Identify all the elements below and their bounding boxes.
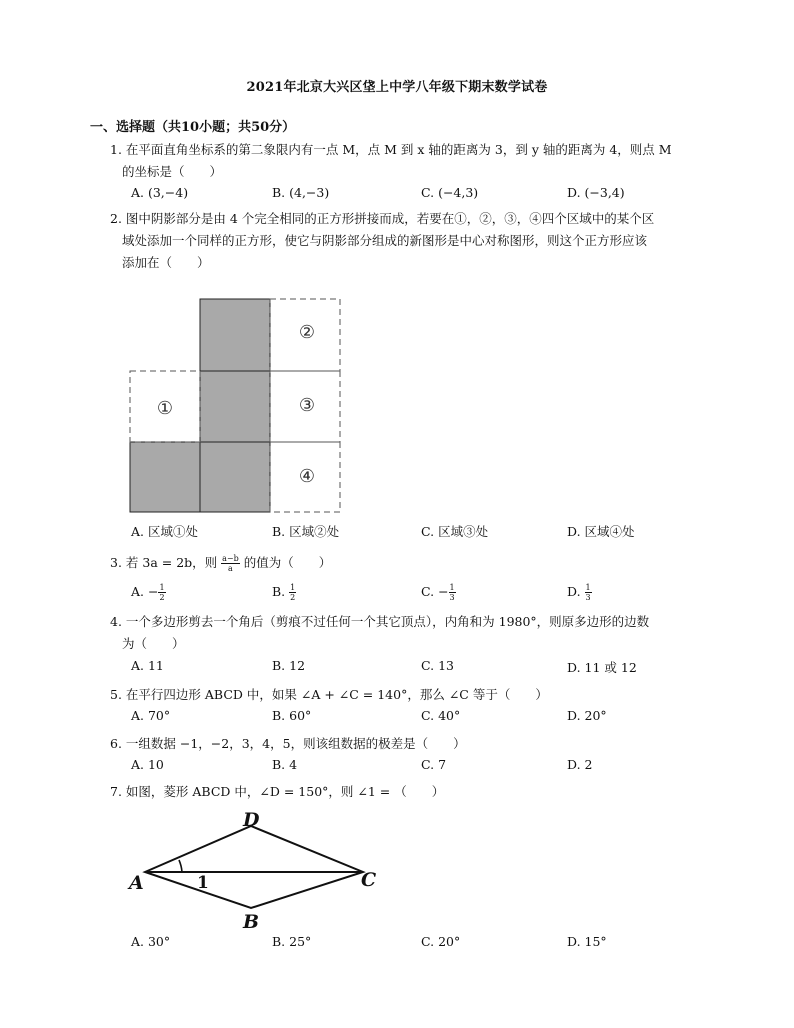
option-c[interactable] — [421, 583, 456, 602]
option-c[interactable]: C. 20° — [421, 934, 461, 949]
fraction-numerator: a−b — [222, 554, 239, 563]
option-c[interactable]: C. 7 — [421, 757, 447, 772]
question-6 — [110, 733, 710, 755]
question-5-options — [131, 708, 691, 728]
option-b[interactable]: B. 区域②处 — [272, 524, 340, 539]
question-6-options — [131, 757, 691, 777]
page-title: 2021年北京大兴区垡上中学八年级下期末数学试卷 — [246, 80, 548, 95]
shaded-square-middle — [200, 371, 270, 442]
option-a[interactable]: A. 区域①处 — [131, 524, 198, 539]
question-1 — [110, 139, 710, 183]
question-2-options — [131, 522, 691, 542]
question-3-options — [131, 583, 691, 603]
question-2-line-1: 2. 图中阴影部分是由 4 个完全相同的正方形拼接而成，若要在①，②，③，④四个区域中的某个区 — [110, 211, 655, 226]
option-a-den: 2 — [159, 593, 165, 602]
question-4-line-2: 为（ ） — [122, 636, 185, 651]
option-d-den: 3 — [585, 593, 591, 602]
question-3-fraction — [221, 554, 240, 573]
question-4 — [110, 611, 710, 655]
angle-1-label: 1 — [197, 873, 209, 893]
question-7-line-1: 7. 如图，菱形 ABCD 中，∠D = 150°，则 ∠1 = （ ） — [110, 784, 445, 799]
option-b[interactable] — [272, 583, 296, 602]
option-c-prefix: C. − — [421, 584, 449, 599]
shaded-square-top — [200, 299, 270, 371]
vertex-label-a: A — [129, 872, 144, 894]
option-d[interactable]: D. (−3,4) — [567, 185, 625, 200]
option-d[interactable]: D. 15° — [567, 934, 607, 949]
option-a[interactable]: A. 11 — [131, 658, 164, 673]
option-b[interactable]: B. (4,−3) — [272, 185, 330, 200]
question-4-line-1: 4. 一个多边形剪去一个角后（剪痕不过任何一个其它顶点），内角和为 1980°，则原多边形的边数 — [110, 614, 650, 629]
option-c[interactable]: C. (−4,3) — [421, 185, 479, 200]
question-7 — [110, 781, 710, 803]
option-b[interactable]: B. 12 — [272, 658, 306, 673]
squares-figure — [125, 294, 347, 516]
option-d[interactable]: D. 2 — [567, 757, 593, 772]
question-5-line-1: 5. 在平行四边形 ABCD 中，如果 ∠A + ∠C = 140°，那么 ∠C 等于（ ） — [110, 687, 548, 702]
shaded-square-bottom-right — [200, 442, 270, 512]
question-2 — [110, 208, 710, 274]
rhombus-abcd — [145, 826, 363, 908]
question-3-stem: 3. 若 3a = 2b，则 — [110, 555, 218, 570]
option-a[interactable]: A. 30° — [131, 934, 171, 949]
option-d-num: 1 — [585, 583, 591, 592]
region-3-label: ③ — [298, 395, 316, 416]
option-d[interactable] — [567, 583, 592, 602]
option-c[interactable]: C. 13 — [421, 658, 454, 673]
question-3-stem-end: 的值为（ ） — [243, 555, 332, 570]
region-2-label: ② — [298, 322, 316, 343]
question-4-options — [131, 658, 691, 678]
question-7-options — [131, 934, 691, 954]
rhombus-figure — [125, 806, 385, 934]
question-1-line-1: 1. 在平面直角坐标系的第二象限内有一点 M，点 M 到 x 轴的距离为 3，到 y 轴的距离为 4，则点 M — [110, 142, 672, 157]
option-c-den: 3 — [449, 593, 455, 602]
option-b[interactable]: B. 25° — [272, 934, 312, 949]
question-6-line-1: 6. 一组数据 −1，−2，3，4，5，则该组数据的极差是（ ） — [110, 736, 466, 751]
question-5 — [110, 684, 710, 706]
option-a[interactable]: A. (3,−4) — [131, 185, 189, 200]
option-b[interactable]: B. 60° — [272, 708, 312, 723]
section-heading: 一、选择题（共10小题；共50分） — [90, 120, 296, 135]
shaded-square-bottom-left — [130, 442, 200, 512]
option-d[interactable]: D. 区域④处 — [567, 524, 635, 539]
question-1-options — [131, 185, 691, 205]
vertex-label-b: B — [243, 911, 260, 933]
region-1-label: ① — [156, 398, 174, 419]
option-a[interactable]: A. 70° — [131, 708, 171, 723]
vertex-label-d: D — [243, 809, 260, 831]
fraction-denominator: a — [228, 564, 233, 573]
angle-1-arc — [179, 860, 182, 872]
question-2-line-3: 添加在（ ） — [122, 255, 210, 270]
question-3 — [110, 552, 710, 574]
option-b-den: 2 — [290, 593, 296, 602]
option-c[interactable]: C. 区域③处 — [421, 524, 489, 539]
option-c[interactable]: C. 40° — [421, 708, 461, 723]
question-2-line-2: 域处添加一个同样的正方形，使它与阴影部分组成的新图形是中心对称图形，则这个正方形应该 — [122, 233, 648, 248]
option-b-num: 1 — [290, 583, 296, 592]
region-4-label: ④ — [298, 466, 316, 487]
vertex-label-c: C — [361, 869, 377, 891]
option-d[interactable]: D. 11 或 12 — [567, 660, 637, 675]
option-d[interactable]: D. 20° — [567, 708, 607, 723]
option-a[interactable] — [131, 583, 166, 602]
option-a-prefix: A. − — [131, 584, 159, 599]
option-a[interactable]: A. 10 — [131, 757, 164, 772]
option-c-num: 1 — [449, 583, 455, 592]
option-b[interactable]: B. 4 — [272, 757, 298, 772]
option-b-prefix: B. — [272, 584, 286, 599]
question-1-line-2: 的坐标是（ ） — [122, 164, 223, 179]
option-a-num: 1 — [159, 583, 165, 592]
option-d-prefix: D. — [567, 584, 581, 599]
